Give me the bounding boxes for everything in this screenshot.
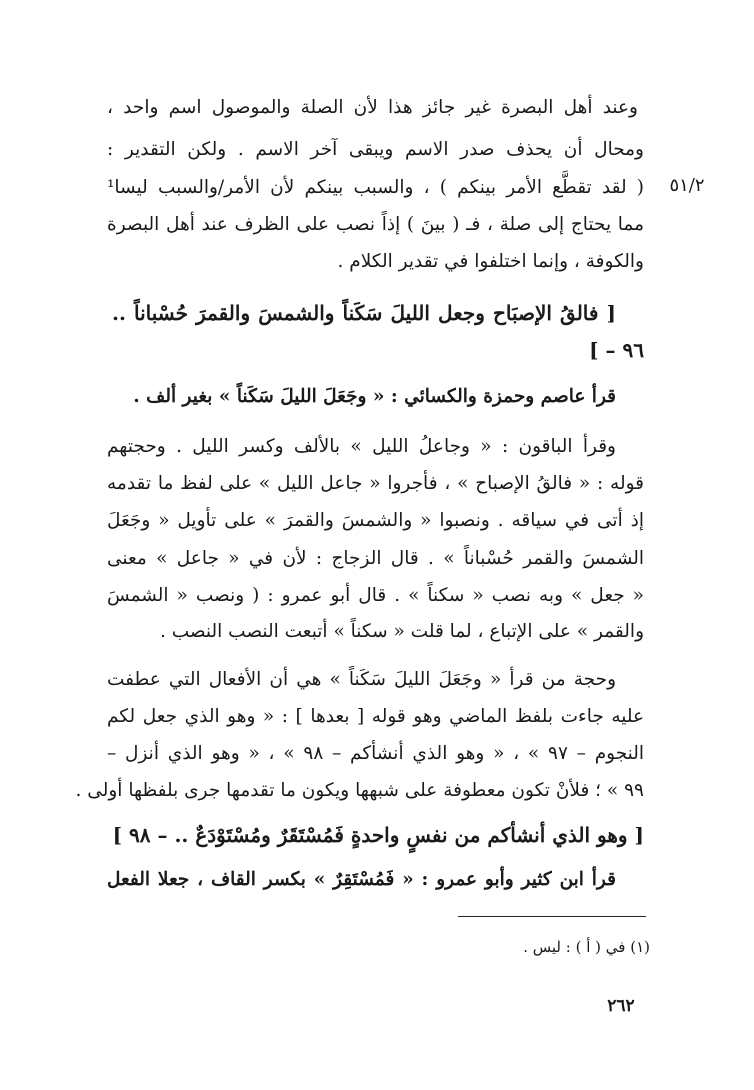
text-line: والقمر » على الإتباع ، لما قلت « سكناً » أتبعت النصب النصب . xyxy=(159,621,644,642)
text-line: قوله : « فالقُ الإصباح » ، فأجروا « جاعل الليل » على لفظ ما تقدمه xyxy=(107,473,644,494)
text-line: قرأ ابن كثير وأبو عمرو : « فَمُسْتَقِرٌ » بكسر القاف ، جعلا الفعل xyxy=(107,869,616,890)
text-line: والكوفة ، وإنما اختلفوا في تقدير الكلام . xyxy=(337,251,644,272)
quran-verse: [ وهو الذي أنشأكم من نفسٍ واحدةٍ فَمُسْتَقَرٌ ومُسْتَوْدَعٌ .. – ٩٨ ] xyxy=(112,823,644,847)
text-line: « جعل » وبه نصب « سكناً » . قال أبو عمرو : ( ونصب « الشمسَ xyxy=(107,585,644,606)
page-number: ٢٦٢ xyxy=(607,996,635,1016)
footnote-divider xyxy=(458,916,646,917)
text-line: وحجة من قرأ « وجَعَلَ الليلَ سَكَناً » هي أن الأفعال التي عطفت xyxy=(107,669,616,690)
text-line: إذ أتى في سياقه . ونصبوا « والشمسَ والقمرَ » على تأويل « وجَعَلَ xyxy=(107,510,644,531)
footnote: (١) في ( أ ) : ليس . xyxy=(523,938,650,956)
text-line: وقرأ الباقون : « وجاعلُ الليل » بالألف وكسر الليل . وحجتهم xyxy=(107,436,616,457)
margin-reference: ٥١/٢ xyxy=(669,175,705,196)
text-line: الشمسَ والقمر حُسْباناً » . قال الزجاج : لأن في « جاعل » معنى xyxy=(107,548,644,569)
quran-verse: [ فالقُ الإصبَاح وجعل الليلَ سَكَناً والشمسَ والقمرَ حُسْباناً .. xyxy=(112,301,616,325)
text-line: وعند أهل البصرة غير جائز هذا لأن الصلة والموصول اسم واحد ، xyxy=(107,97,638,118)
text-line: ٩٩ » ؛ فلأنْ تكون معطوفة على شبهها ويكون ما تقدمها جرى بلفظها أولى . xyxy=(75,780,644,801)
verse-number: ٩٦ – ] xyxy=(589,338,644,362)
text-line: مما يحتاج إلى صلة ، فـ ( بينَ ) إذاً نصب على الظرف عند أهل البصرة xyxy=(107,214,644,235)
text-line: النجوم – ٩٧ » ، « وهو الذي أنشأكم – ٩٨ » ، « وهو الذي أنزل – xyxy=(107,743,645,764)
text-line: ومحال أن يحذف صدر الاسم ويبقى آخر الاسم . ولكن التقدير : xyxy=(107,139,644,160)
text-line: عليه جاءت بلفظ الماضي وهو قوله [ بعدها ] : « وهو الذي جعل لكم xyxy=(107,706,644,727)
text-line: ( لقد تقطَّع الأمر بينكم ) ، والسبب بينكم لأن الأمر/والسبب ليسا¹ xyxy=(107,177,644,198)
text-line: قرأ عاصم وحمزة والكسائي : « وجَعَلَ الليلَ سَكَناً » بغير ألف . xyxy=(133,386,616,407)
